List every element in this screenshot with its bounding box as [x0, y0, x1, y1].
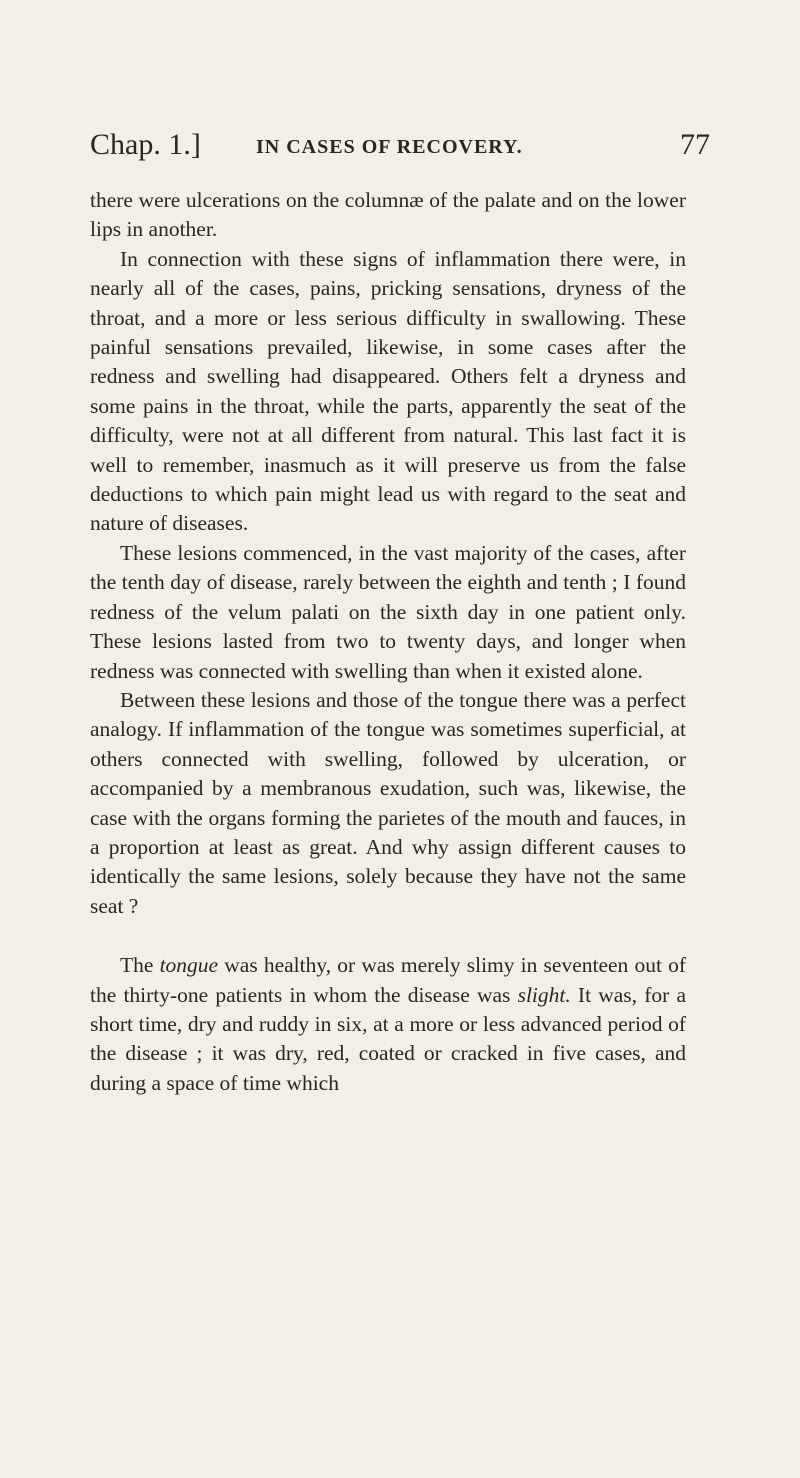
paragraph-continuation: there were ulcerations on the columnæ of the palate and on the lower lips in another. — [90, 188, 686, 242]
running-header — [90, 128, 710, 172]
paragraph-tongue-condition — [90, 951, 686, 1098]
italic-slight: slight. — [517, 982, 571, 1007]
text-rest: It was, for a short time, dry and ruddy in six, at a more or less advanced period of the disease ; it was dry, red, coated or cracked in five cases, and during a space of time which — [90, 982, 686, 1095]
chapter-label: Chap. 1.] — [90, 128, 201, 161]
paragraph-tongue-analogy: Between these lesions and those of the tongue there was a perfect analogy. If inflammation of the tongue was sometimes superficial, at others connected with swelling, followed by ulceration, or accompanied by a membranous exudation, such was, likewise, the case with the organs forming the parietes of the mouth and fauces, in a proportion at least as great. And why assign different causes to identically the same lesions, solely because they have not the same seat ? — [90, 687, 686, 918]
running-title: IN CASES OF RECOVERY. — [256, 136, 523, 158]
italic-tongue: tongue — [159, 953, 219, 978]
body-text — [90, 186, 686, 1098]
text-lead: The — [120, 953, 160, 978]
paragraph-inflammation-signs: In connection with these signs of inflammation there were, in nearly all of the cases, pains, pricking sensations, dryness of the throat, and a more or less serious difficulty in swallowing. These painful sensations prevailed, likewise, in some cases after the redness and swelling had disappeared. Others felt a dryness and some pains in the throat, while the parts, apparently the seat of the difficulty, were not at all different from natural. This last fact it is well to remember, inasmuch as it will preserve us from the false deductions to which pain might lead us with regard to the seat and nature of diseases. — [90, 246, 686, 536]
paragraph-lesion-timing: These lesions commenced, in the vast majority of the cases, after the tenth day of disease, rarely between the eighth and tenth ; I found redness of the velum palati on the sixth day in one patient only. These lesions lasted from two to twenty days, and longer when redness was connected with swelling than when it existed alone. — [90, 540, 686, 683]
paragraph-gap — [90, 921, 686, 951]
page-number: 77 — [680, 128, 710, 161]
text-mid: was healthy, or was merely slimy in seventeen out of the thirty-one patients in whom the disease was — [90, 953, 686, 1007]
